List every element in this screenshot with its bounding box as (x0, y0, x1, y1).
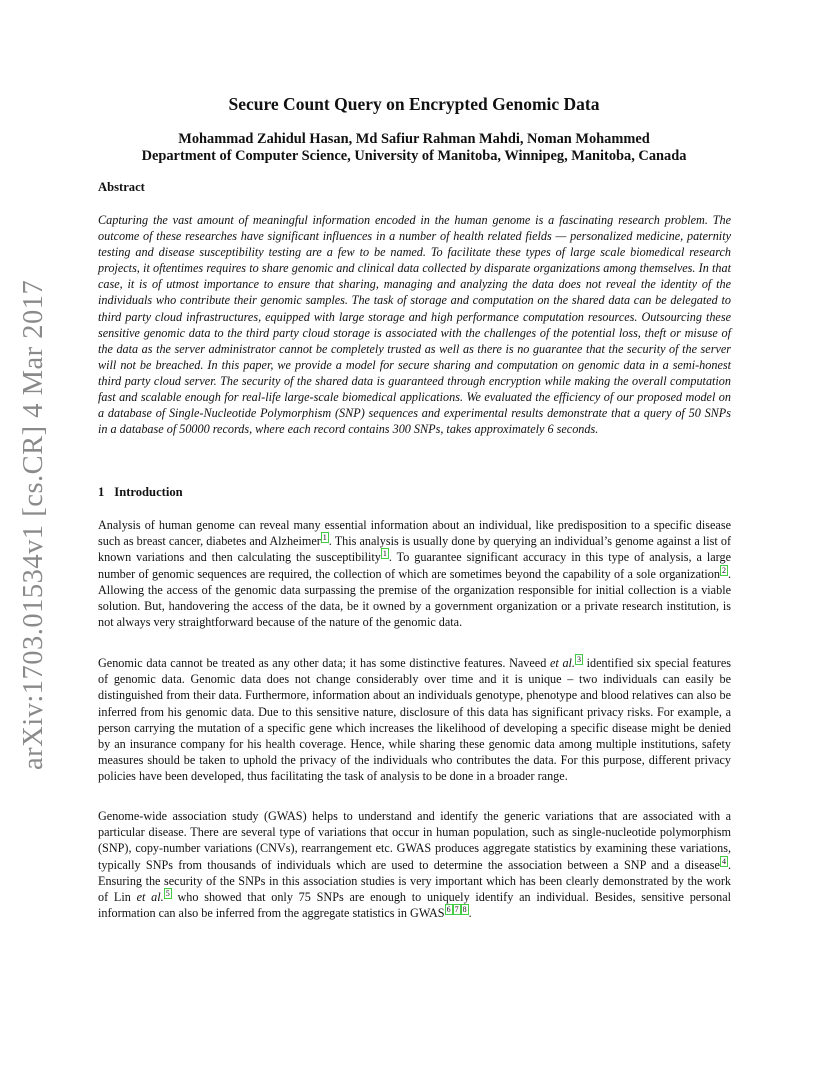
paragraph-text: . (468, 906, 472, 921)
citation-link[interactable]: 2 (721, 565, 726, 575)
paragraph-text: . To guarantee significant accuracy in this type of analysis, a large number of genomic sequences are required, the collection of which are sometimes beyond the capability of a sole organization (98, 550, 731, 581)
section-heading-introduction (98, 485, 183, 500)
citation-link[interactable]: 1 (322, 533, 327, 543)
author-names: Mohammad Zahidul Hasan, Md Safiur Rahman Mahdi, Noman Mohammed (178, 131, 650, 147)
paragraph-text: Genomic data cannot be treated as any other data; it has some distinctive features. Naveed (98, 656, 550, 670)
section-title: Introduction (114, 485, 183, 499)
paragraph-text: . Allowing the access of the genomic data surpassing the premise of the organization responsible for initial collection is a viable solution. But, handovering the access of the data, be it owned by a government organization or a private research institution, is not always very straightforward because of the nature of the genomic data. (98, 566, 731, 630)
citation-link[interactable]: 8 (462, 905, 467, 915)
citation-link[interactable]: 1 (382, 549, 387, 559)
intro-paragraph-2 (98, 655, 731, 785)
paragraph-text: . This analysis is usually done by querying an individual’s genome against a list of known variations and then calculating the susceptibility (98, 534, 731, 565)
citation-link[interactable]: 3 (576, 655, 581, 664)
intro-paragraph-3 (98, 808, 731, 921)
abstract-heading: Abstract (98, 180, 145, 194)
paragraph-text: identified six special features of genomic data. Genomic data does not change considerably over time and it is unique – two individuals can easily be distinguished from their data. Furthermore, information about an individuals genotype, phenotype and blood relatives can also be inferred from his genomic data. Due to this sensitive nature, disclosure of this data has significant privacy risks. For example, a person carrying the mutation of a specific gene which increases the likelihood of developing a specific disease might be denied by an insurance company for his health coverage. Hence, while sharing these genomic data among multiple institutions, safety measures should be taken to uphold the privacy of the individuals who contributes the data. For this purpose, different privacy policies have been developed, thus facilitating the task of analysis to be done in a broader range. (98, 656, 731, 784)
arxiv-identifier: arXiv:1703.01534v1 [cs.CR] 4 Mar 2017 (18, 279, 49, 770)
section-number: 1 (98, 485, 105, 499)
et-al-text: et al. (136, 890, 164, 905)
citation-link[interactable]: 7 (454, 905, 459, 915)
affiliation: Department of Computer Science, University of Manitoba, Winnipeg, Manitoba, Canada (141, 148, 687, 164)
et-al-text: et al. (549, 656, 575, 670)
citation-link[interactable]: 5 (165, 889, 170, 899)
paper-title: Secure Count Query on Encrypted Genomic Data (228, 94, 600, 114)
paragraph-text: Genome-wide association study (GWAS) helps to understand and identify the generic variations that are associated with a particular disease. There are several type of variations that occur in human population, such as single-nucleotide polymorphism (SNP), copy-number variations (CNVs), rearrangement etc. GWAS produces aggregate statistics by examining these variations, typically SNPs from thousands of individuals which are used to determine the association between a SNP and a disease (98, 809, 731, 872)
intro-paragraph-1 (98, 517, 731, 630)
abstract-text: Capturing the vast amount of meaningful information encoded in the human genome is a fascinating research problem. The outcome of these researches have significant influences in a number of health related fields — personalized medicine, paternity testing and disease susceptibility testing are a few to be named. To facilitate these types of large scale biomedical research projects, it oftentimes requires to share genomic and clinical data collected by disparate organizations among themselves. In that case, it is of utmost importance to ensure that sharing, managing and analyzing the data does not reveal the identity of the individuals who contribute their genomic samples. The task of storage and computation on the shared data can be delegated to third party cloud infrastructures, equipped with large storage and high performance computation resources. Outsourcing these sensitive genomic data to the third party cloud storage is associated with the challenges of the potential loss, theft or misuse of the data as the server administrator cannot be completely trusted as well as there is no guarantee that the security of the server will not be breached. In this paper, we provide a model for secure sharing and computation on genomic data in a semi-honest third party cloud server. The security of the shared data is guaranteed through encryption while making the overall computation fast and scalable enough for real-life large-scale biomedical applications. We evaluated the efficiency of our proposed model on a database of Single-Nucleotide Polymorphism (SNP) sequences and experimental results demonstrate that a query of 50 SNPs in a database of 50000 records, where each record contains 300 SNPs, takes approximately 6 seconds. (98, 213, 731, 437)
paragraph-text: who showed that only 75 SNPs are enough to uniquely identify an individual. Besides, sensitive personal information can also be inferred from the aggregate statistics in GWAS (98, 890, 732, 921)
paragraph-text: . Ensuring the security of the SNPs in this association studies is very important which has been clearly demonstrated by the work of Lin (98, 857, 731, 905)
paragraph-text: Analysis of human genome can reveal many essential information about an individual, like predisposition to a specific disease such as breast cancer, diabetes and Alzheimer (98, 518, 731, 549)
author-block (0, 131, 828, 165)
citation-link[interactable]: 6 (446, 905, 451, 915)
citation-link[interactable]: 4 (721, 856, 726, 866)
